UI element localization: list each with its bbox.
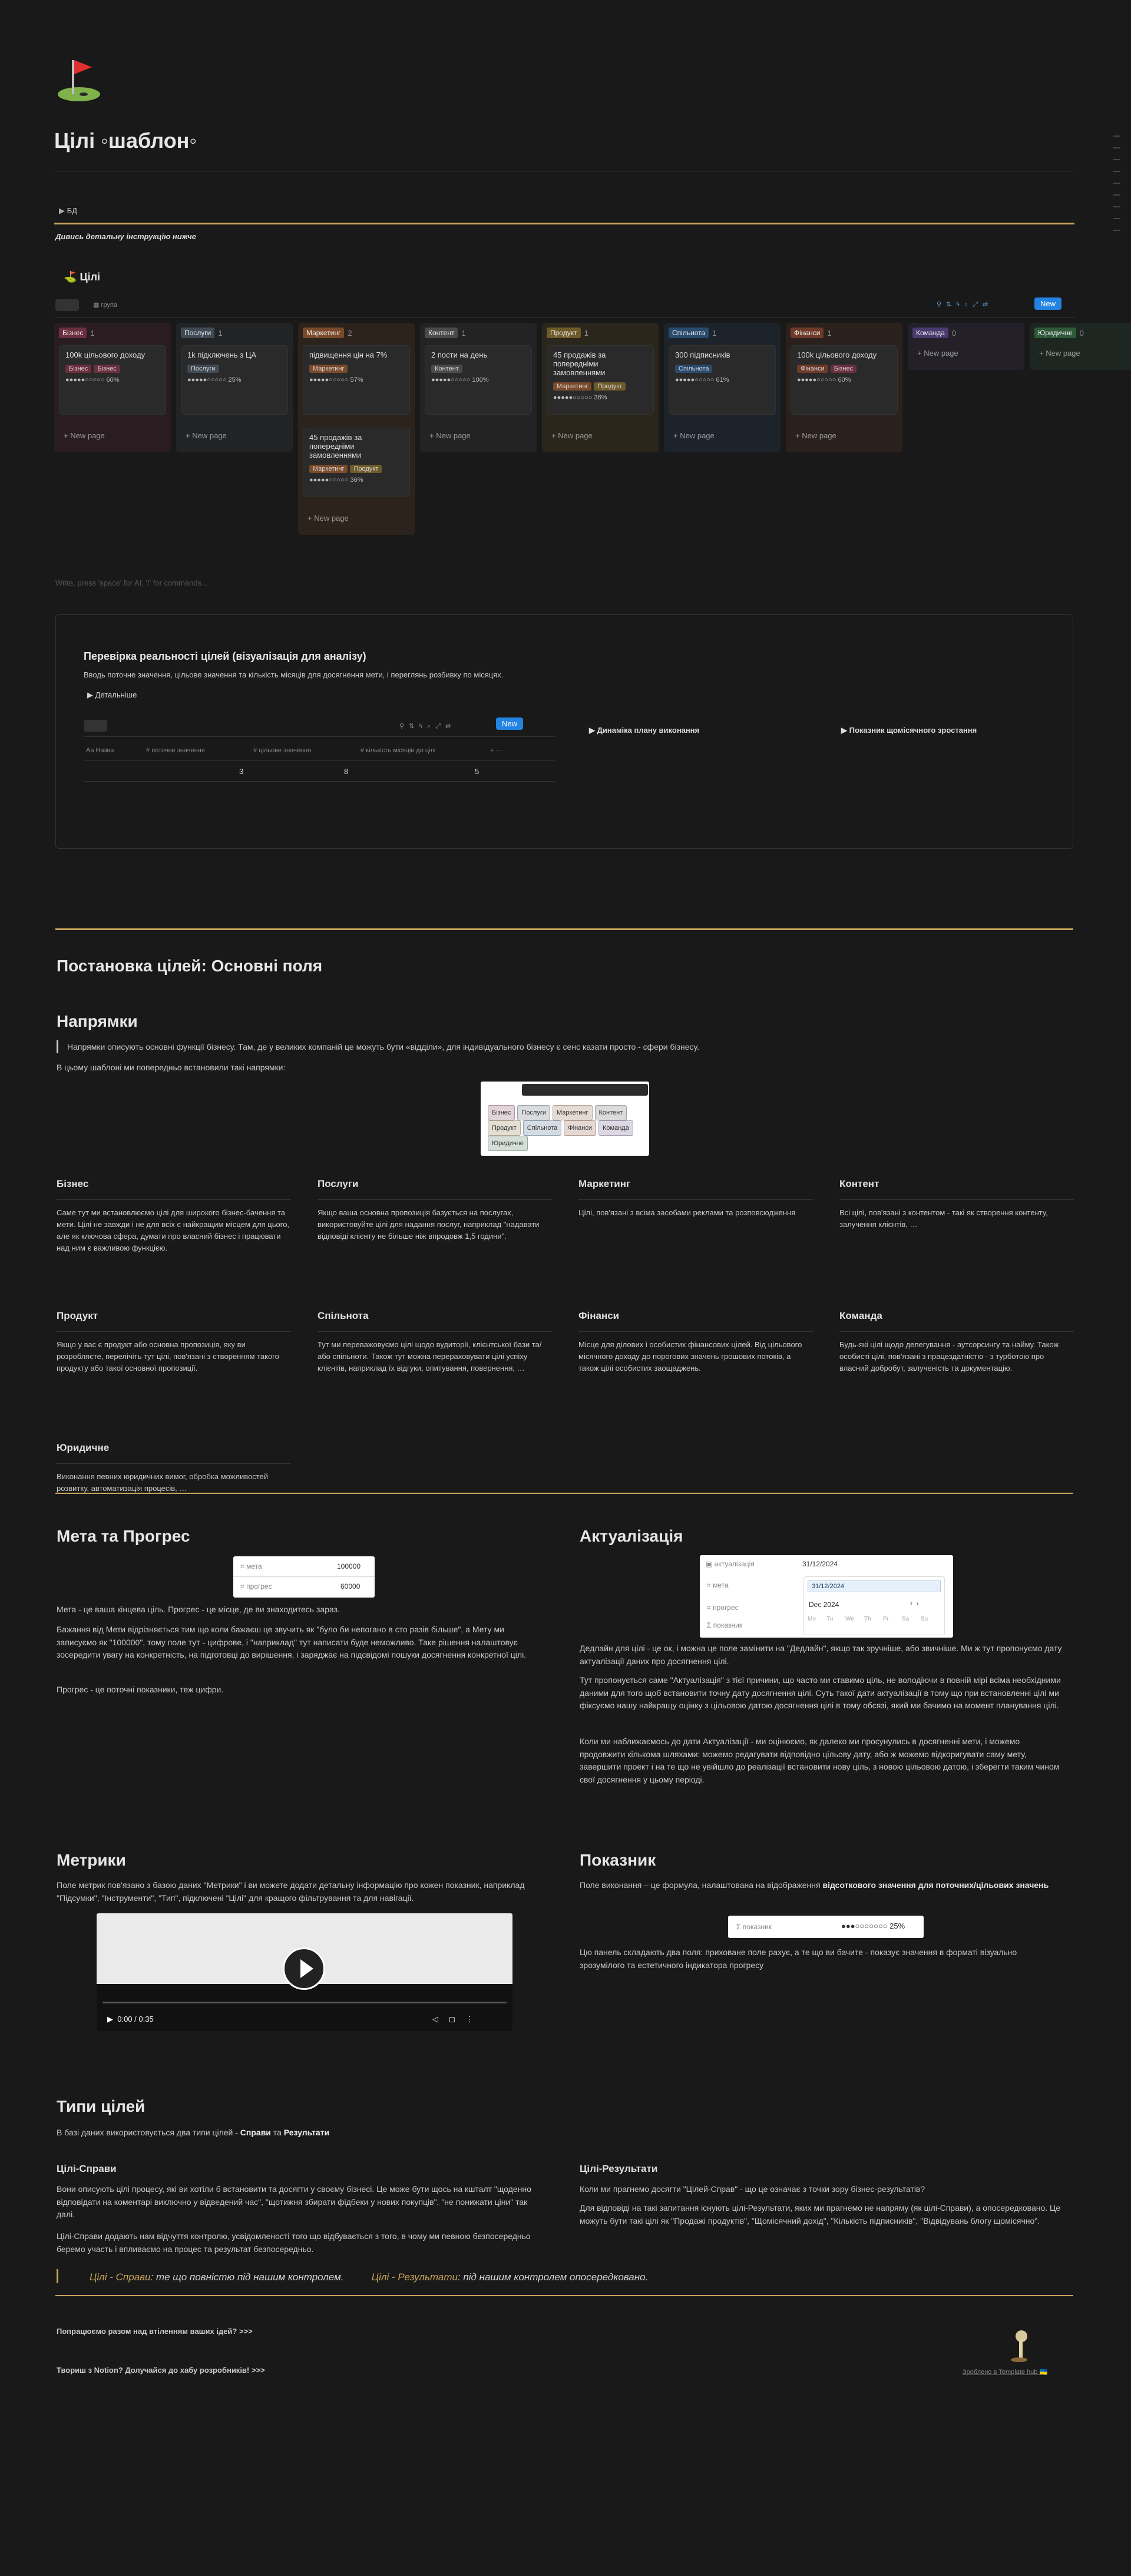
card-title: 45 продажів за попередніми замовленнями [553, 350, 606, 377]
direction-item: Послуги Якщо ваша основна пропозиція базується на послугах, використовуйте цілі для надання послуг, наприклад "надавати відповіді клієнту не більше ніж впродовж 1,5 години". [318, 1178, 552, 1242]
card-progress: ●●●●●○○○○○ 57% [309, 376, 363, 383]
toc-mark[interactable] [1113, 171, 1120, 172]
card-title: підвищення цін на 7% [309, 350, 388, 359]
toc-mark[interactable] [1113, 218, 1120, 219]
board-column: Команда 0 + New page [908, 323, 1024, 370]
table-view-tab[interactable] [84, 720, 107, 732]
column-label[interactable]: Спільнота [669, 328, 709, 338]
card-title: 1k підключень з ЦА [187, 350, 257, 359]
board-toolbar[interactable]: ⚲⇅ϟ⌕⤢⇄ [937, 301, 993, 308]
table-new-button[interactable]: New [496, 717, 523, 730]
board-view-tab[interactable] [55, 299, 79, 311]
update-screenshot: ▣ актуалізація 31/12/2024 ⌗ мета ⌗ прогрес Σ показник 31/12/2024 Dec 2024 ‹ › Mo Tu We Th Fr Sa Su [700, 1555, 953, 1638]
direction-item: Юридичне Виконання певних юридичних вимог, обробка можливостей розвитку, автоматизація процесів, … [57, 1442, 291, 1494]
video-controls[interactable]: ▶ 0:00 / 0:35 [107, 2015, 154, 2023]
column-label[interactable]: Маркетинг [303, 328, 344, 338]
board-column: Фінанси 1 100k цільового доходу Фінанси Бізнес ●●●●●○○○○○ 60% + New page [786, 323, 902, 452]
kanban-board [54, 323, 1131, 547]
cell-current[interactable]: 3 [239, 767, 244, 776]
db-toggle[interactable]: ▶ БД [59, 206, 77, 215]
col-target-header[interactable]: # цільове значення [253, 747, 312, 754]
toc-mark[interactable] [1113, 147, 1120, 148]
card-title: 2 пости на день [431, 350, 488, 359]
toc-mark[interactable] [1113, 206, 1120, 207]
fields-title: Постановка цілей: Основні поля [57, 957, 323, 975]
direction-item: Фінанси Місце для ділових і особистих фінансових цілей. Від цільового місячного доходу до порогових значень грошових потоків, а також цілі особистих заощаджень. [578, 1310, 813, 1374]
new-page-button[interactable]: + New page [1039, 349, 1080, 358]
direction-tag: Маркетинг [553, 1105, 592, 1120]
card-title: 100k цільового доходу [797, 350, 877, 359]
update-p3: Коли ми наближаємось до дати Актуалізації - ми оцінюємо, як далеко ми просунулись в досягненні мети, і можемо продовжити кількома шляхами: можемо редагувати відповідно цільову дату, або ж можемо відкоригувати саму мету, завершити проект і на те що не увійшло до реалізації встановити нову ціль, з новою цільовою датою, і зберегти таким чином свої досягнення у цьому періоді. [580, 1737, 1060, 1785]
direction-tag: Бізнес [488, 1105, 515, 1120]
board-column: Спільнота 1 300 підписників Спільнота ●●●●●○○○○○ 61% + New page [664, 323, 781, 452]
toc-mark[interactable] [1113, 194, 1120, 196]
types-intro: В базі даних використовується два типи цілей - Справи та Результати [57, 2128, 330, 2137]
board-heading: ⛳ Цілі [64, 271, 101, 283]
direction-item: Маркетинг Цілі, пов'язані з всіма засобами реклами та розповсюдження [578, 1178, 813, 1219]
new-page-button[interactable]: + New page [917, 349, 958, 358]
card-progress: ●●●●●○○○○○ 60% [797, 376, 851, 383]
board-card[interactable]: 1k підключень з ЦА Послуги ●●●●●○○○○○ 25% [181, 345, 288, 415]
types-left-title: Цілі-Справи [57, 2163, 117, 2174]
directions-screenshot [481, 1082, 649, 1156]
new-page-button[interactable]: + New page [551, 431, 593, 440]
column-label[interactable]: Бізнес [59, 328, 87, 338]
board-card[interactable]: 45 продажів за попередніми замовленнями Маркетинг Продукт ●●●●●○○○○○ 36% [547, 345, 654, 415]
new-page-button[interactable]: + New page [307, 514, 349, 523]
toc-mark[interactable] [1113, 183, 1120, 184]
group-view-tab[interactable]: ▦ група [93, 302, 118, 309]
board-card[interactable]: 45 продажів за попередніми замовленнями Маркетинг Продукт ●●●●●○○○○○ 36% [303, 428, 410, 497]
directions-note: В цьому шаблоні ми попередньо встановили такі напрямки: [57, 1063, 286, 1072]
plan-dynamics-toggle[interactable]: ▶ Динаміка плану виконання [589, 726, 700, 735]
direction-tag: Продукт [488, 1120, 521, 1136]
new-button[interactable]: New [1034, 297, 1061, 310]
direction-item: Команда Будь-які цілі щодо делегування - аутсорсингу та найму. Також особисті цілі, пов'язані з працездатністю - з турботою про власний добробут, залученість та документацію. [839, 1310, 1074, 1374]
direction-tag: Спільнота [523, 1120, 561, 1136]
direction-item: Бізнес Саме тут ми встановлюємо цілі для широкого бізнес-бачення та мети. Цілі не завжди і не для всіх є найкращим місцем для цього, але як ключова сфера, думати про власний бізнес і працювати над ним є важливою функцією. [57, 1178, 291, 1255]
table-toolbar[interactable]: ⚲⇅ϟ⌕⤢⇄ [399, 723, 456, 730]
direction-item: Контент Всі цілі, пов'язані з контентом - такі як створення контенту, залучення клієнтів, … [839, 1178, 1074, 1231]
growth-rate-toggle[interactable]: ▶ Показник щомісячного зростання [841, 726, 977, 735]
golf-flag-icon [54, 54, 104, 104]
update-p1: Дедлайн для цілі - це ок, і можна це поле замінити на "Дедлайн", якщо так зручніше, або звичніше. Ми ж тут пропонуємо дату актуалізації даних про досягнення цілі. [580, 1644, 1062, 1666]
direction-item: Спільнота Тут ми переважовуємо цілі щодо вудиторії, клієнтської бази та/або спільноти. Також тут можна перераховувати цілі успіху клієнтів, наприклад їх відгуки, опитування, повернення, … [318, 1310, 552, 1374]
board-card[interactable]: 100k цільового доходу Фінанси Бізнес ●●●●●○○○○○ 60% [791, 345, 898, 415]
column-label[interactable]: Команда [912, 328, 948, 338]
col-name-header[interactable]: Aa Назва [86, 747, 114, 754]
direction-tag: Юридичне [488, 1136, 528, 1151]
page-title: Цілі ◦шаблон◦ [54, 128, 197, 153]
meta-p1: Мета - це ваша кінцева ціль. Прогрес - це місце, де ви знаходитесь зараз. [57, 1605, 340, 1614]
golf-icon: ⛳ [64, 271, 77, 283]
new-page-button[interactable]: + New page [795, 431, 836, 440]
col-months-header[interactable]: # кількість місяців до цілі [361, 747, 436, 754]
template-hub-logo [1001, 2326, 1037, 2363]
add-column-button[interactable]: + ··· [490, 747, 502, 754]
types-right-title: Цілі-Результати [580, 2163, 658, 2174]
column-label[interactable]: Контент [425, 328, 458, 338]
column-label[interactable]: Продукт [547, 328, 581, 338]
direction-tag: Фінанси [564, 1120, 596, 1136]
board-card[interactable]: 2 пости на день Контент ●●●●●○○○○○ 100% [425, 345, 532, 415]
column-label[interactable]: Юридичне [1034, 328, 1076, 338]
board-column: Бізнес 1 100k цільового доходу Бізнес Бізнес ●●●●●○○○○○ 60% + New page [54, 323, 171, 452]
board-column: Послуги 1 1k підключень з ЦА Послуги ●●●●●○○○○○ 25% + New page [176, 323, 293, 452]
toc-mark[interactable] [1113, 230, 1120, 231]
reality-title: Перевірка реальності цілей (візуалізація для аналізу) [84, 650, 366, 662]
update-title: Актуалізація [580, 1527, 683, 1545]
col-current-header[interactable]: # поточне значення [146, 747, 205, 754]
new-page-button[interactable]: + New page [429, 431, 471, 440]
types-left-p1: Вони описують цілі процесу, які ви хотіли б встановити та досягти у своєму бізнесі. Це може бути щось на кшталт "щоденно відповідати на коментарі виключно у відведений час", "щотижня збирати фідбеки у нових покупців", "не понижати ціни" так далі. [57, 2184, 531, 2220]
card-progress: ●●●●●○○○○○ 25% [187, 376, 242, 383]
board-card[interactable]: 100k цільового доходу Бізнес Бізнес ●●●●●○○○○○ 60% [59, 345, 166, 415]
types-left-p2: Цілі-Справи додають нам відчуття контролю, усвідомленості того що відбувається з того, в чому ми певною безпосередньо беремо участь і впливаємо на процес та результат безпосередньо. [57, 2231, 531, 2254]
card-progress: ●●●●●○○○○○ 36% [553, 394, 607, 401]
indicator-p1: Поле виконання – це формула, налаштована на відображення відсоткового значення для поточних/цільових значень [580, 1880, 1049, 1890]
directions-grid [57, 1178, 1076, 1493]
details-toggle[interactable]: ▶ Детальніше [87, 690, 137, 699]
board-card[interactable]: підвищення цін на 7% Маркетинг ●●●●●○○○○○ 57% [303, 345, 410, 415]
types-right-p2: Для відповіді на такі запитання існують цілі-Результати, яких ми прагнемо не напряму (як цілі-Справи), а опосередковано. Це можуть бути такі цілі як "Продажі продуктів", "Щомісячний дохід", "Кількість підписників", "Відвідувань блогу щомісячно". [580, 2203, 1061, 2226]
meta-p3: Прогрес - це поточні показники, теж цифри. [57, 1685, 224, 1694]
card-progress: ●●●●●○○○○○ 61% [675, 376, 729, 383]
types-right-p1: Коли ми прагнемо досягти "Цілей-Справ" - що це означає з точки зору бізнес-результатів? [580, 2184, 925, 2194]
card-title: 300 підписників [675, 350, 730, 359]
card-title: 45 продажів за попередніми замовленнями [309, 433, 362, 459]
board-column: Маркетинг 2 підвищення цін на 7% Маркетинг ●●●●●○○○○○ 57% 45 продажів за попередніми замовленнями Маркетинг Продукт ●●●●●○○○○○ 36% + New page [298, 323, 415, 535]
indicator-title: Показник [580, 1851, 656, 1869]
board-column: Контент 1 2 пости на день Контент ●●●●●○○○○○ 100% + New page [420, 323, 537, 452]
update-p2: Тут пропонується саме "Актуалізація" з тієї причини, що часто ми ставимо ціль, не володіючи в повній мірі всіма необхідними даними для того щоб встановити точну дату досягнення цілі. Суть такої дати актуалізації в тому що при встановленні цілі ми фіксуємо нашу найкращу оцінку з цільовою датою досягнення цілі в тому обсязі, який ми бачимо на момент планування цілі. [580, 1675, 1061, 1711]
new-page-button[interactable]: + New page [64, 431, 105, 440]
board-column: Юридичне 0 + New page [1030, 323, 1131, 370]
metrics-video[interactable] [97, 1913, 512, 2031]
card-progress: ●●●●●○○○○○ 100% [431, 376, 489, 383]
footer-link-2[interactable]: Твориш з Notion? Долучайся до хабу розробників! >>> [57, 2366, 265, 2375]
card-progress: ●●●●●○○○○○ 36% [309, 477, 363, 484]
column-label[interactable]: Фінанси [791, 328, 824, 338]
footer-link-1[interactable]: Попрацюємо разом над втіленням ваших ідей? >>> [57, 2327, 253, 2336]
board-column: Продукт 1 45 продажів за попередніми замовленнями Маркетинг Продукт ●●●●●○○○○○ 36% + New page [542, 323, 659, 452]
card-title: 100k цільового доходу [65, 350, 145, 359]
directions-quote: Напрямки описують основні функції бізнесу. Там, де у великих компаній це можуть бути «відділи», для індивідуального бізнесу є сенс казати просто - сфери бізнесу. [67, 1042, 700, 1051]
indicator-screenshot: Σ показник ●●●○○○○○○○ 25% [728, 1916, 924, 1938]
direction-tag: Контент [595, 1105, 627, 1120]
direction-item: Продукт Якщо у вас є продукт або основна пропозиція, яку ви розробляєте, перелічіть тут цілі, пов'язані з створенням такого продукту або такої основної пропозиції. [57, 1310, 291, 1374]
cell-months[interactable]: 5 [475, 767, 479, 776]
meta-screenshot: ⌗ мета 100000 ⌗ прогрес 60000 [233, 1556, 375, 1598]
credit-link[interactable]: Зроблено в Template hub 🇺🇦 [963, 2369, 1048, 2376]
board-card[interactable]: 300 підписників Спільнота ●●●●●○○○○○ 61% [669, 345, 776, 415]
new-page-button[interactable]: + New page [186, 431, 227, 440]
reality-desc: Вводь поточне значення, цільове значення та кількість місяців для досягнення мети, і переглянь розбивку по місяцях. [84, 670, 504, 679]
indicator-p2: Цю панель складають два поля: приховане поле рахує, а те що ви бачите - показує значення в форматі візуально зрозумілого та естетичного індикатора прогресу [580, 1947, 1017, 1970]
direction-tag: Послуги [517, 1105, 550, 1120]
direction-tag: Команда [598, 1120, 633, 1136]
video-right-controls[interactable]: ◁◻⋮ [432, 2015, 484, 2023]
meta-title: Мета та Прогрес [57, 1527, 190, 1545]
types-quote: Цілі - Справи: те що повністю під нашим контролем. Цілі - Результати: під нашим контролем опосередковано. [90, 2271, 649, 2283]
metrics-title: Метрики [57, 1851, 126, 1869]
toc-mark[interactable] [1113, 159, 1120, 160]
metrics-p1: Поле метрик пов'язано з базою даних "Метрики" і ви можете додати детальну інформацію про кожен показник, наприклад "Підсумки", "Інструменти", "Тип", підключені "Цілі" для кращого фільтрування та для навігації. [57, 1880, 525, 1903]
toc-mark[interactable] [1113, 135, 1120, 137]
new-page-button[interactable]: + New page [673, 431, 715, 440]
types-title: Типи цілей [57, 2097, 145, 2115]
directions-title: Напрямки [57, 1012, 138, 1030]
cell-target[interactable]: 8 [344, 767, 349, 776]
card-progress: ●●●●●○○○○○ 60% [65, 376, 120, 383]
meta-p2: Бажання від Мети відрізняється тим що коли бажаєш це звучить як "було би непогано в сто разів більше", а Мету ми записуємо як "100000", тому поле тут - цифрове, і "наприклад" тут написати буде неможливо. Таке рішення налаштовує зосередити увагу на конкретність, на підготовці до вирішення, і заряджає на підсвідомі пошуки досягнення конкретної цілі. [57, 1625, 527, 1660]
empty-block-placeholder[interactable]: Write, press 'space' for AI, '/' for commands... [55, 578, 208, 587]
instruction-text: Дивись детальну інструкцію нижче [55, 232, 196, 241]
column-label[interactable]: Послуги [181, 328, 214, 338]
